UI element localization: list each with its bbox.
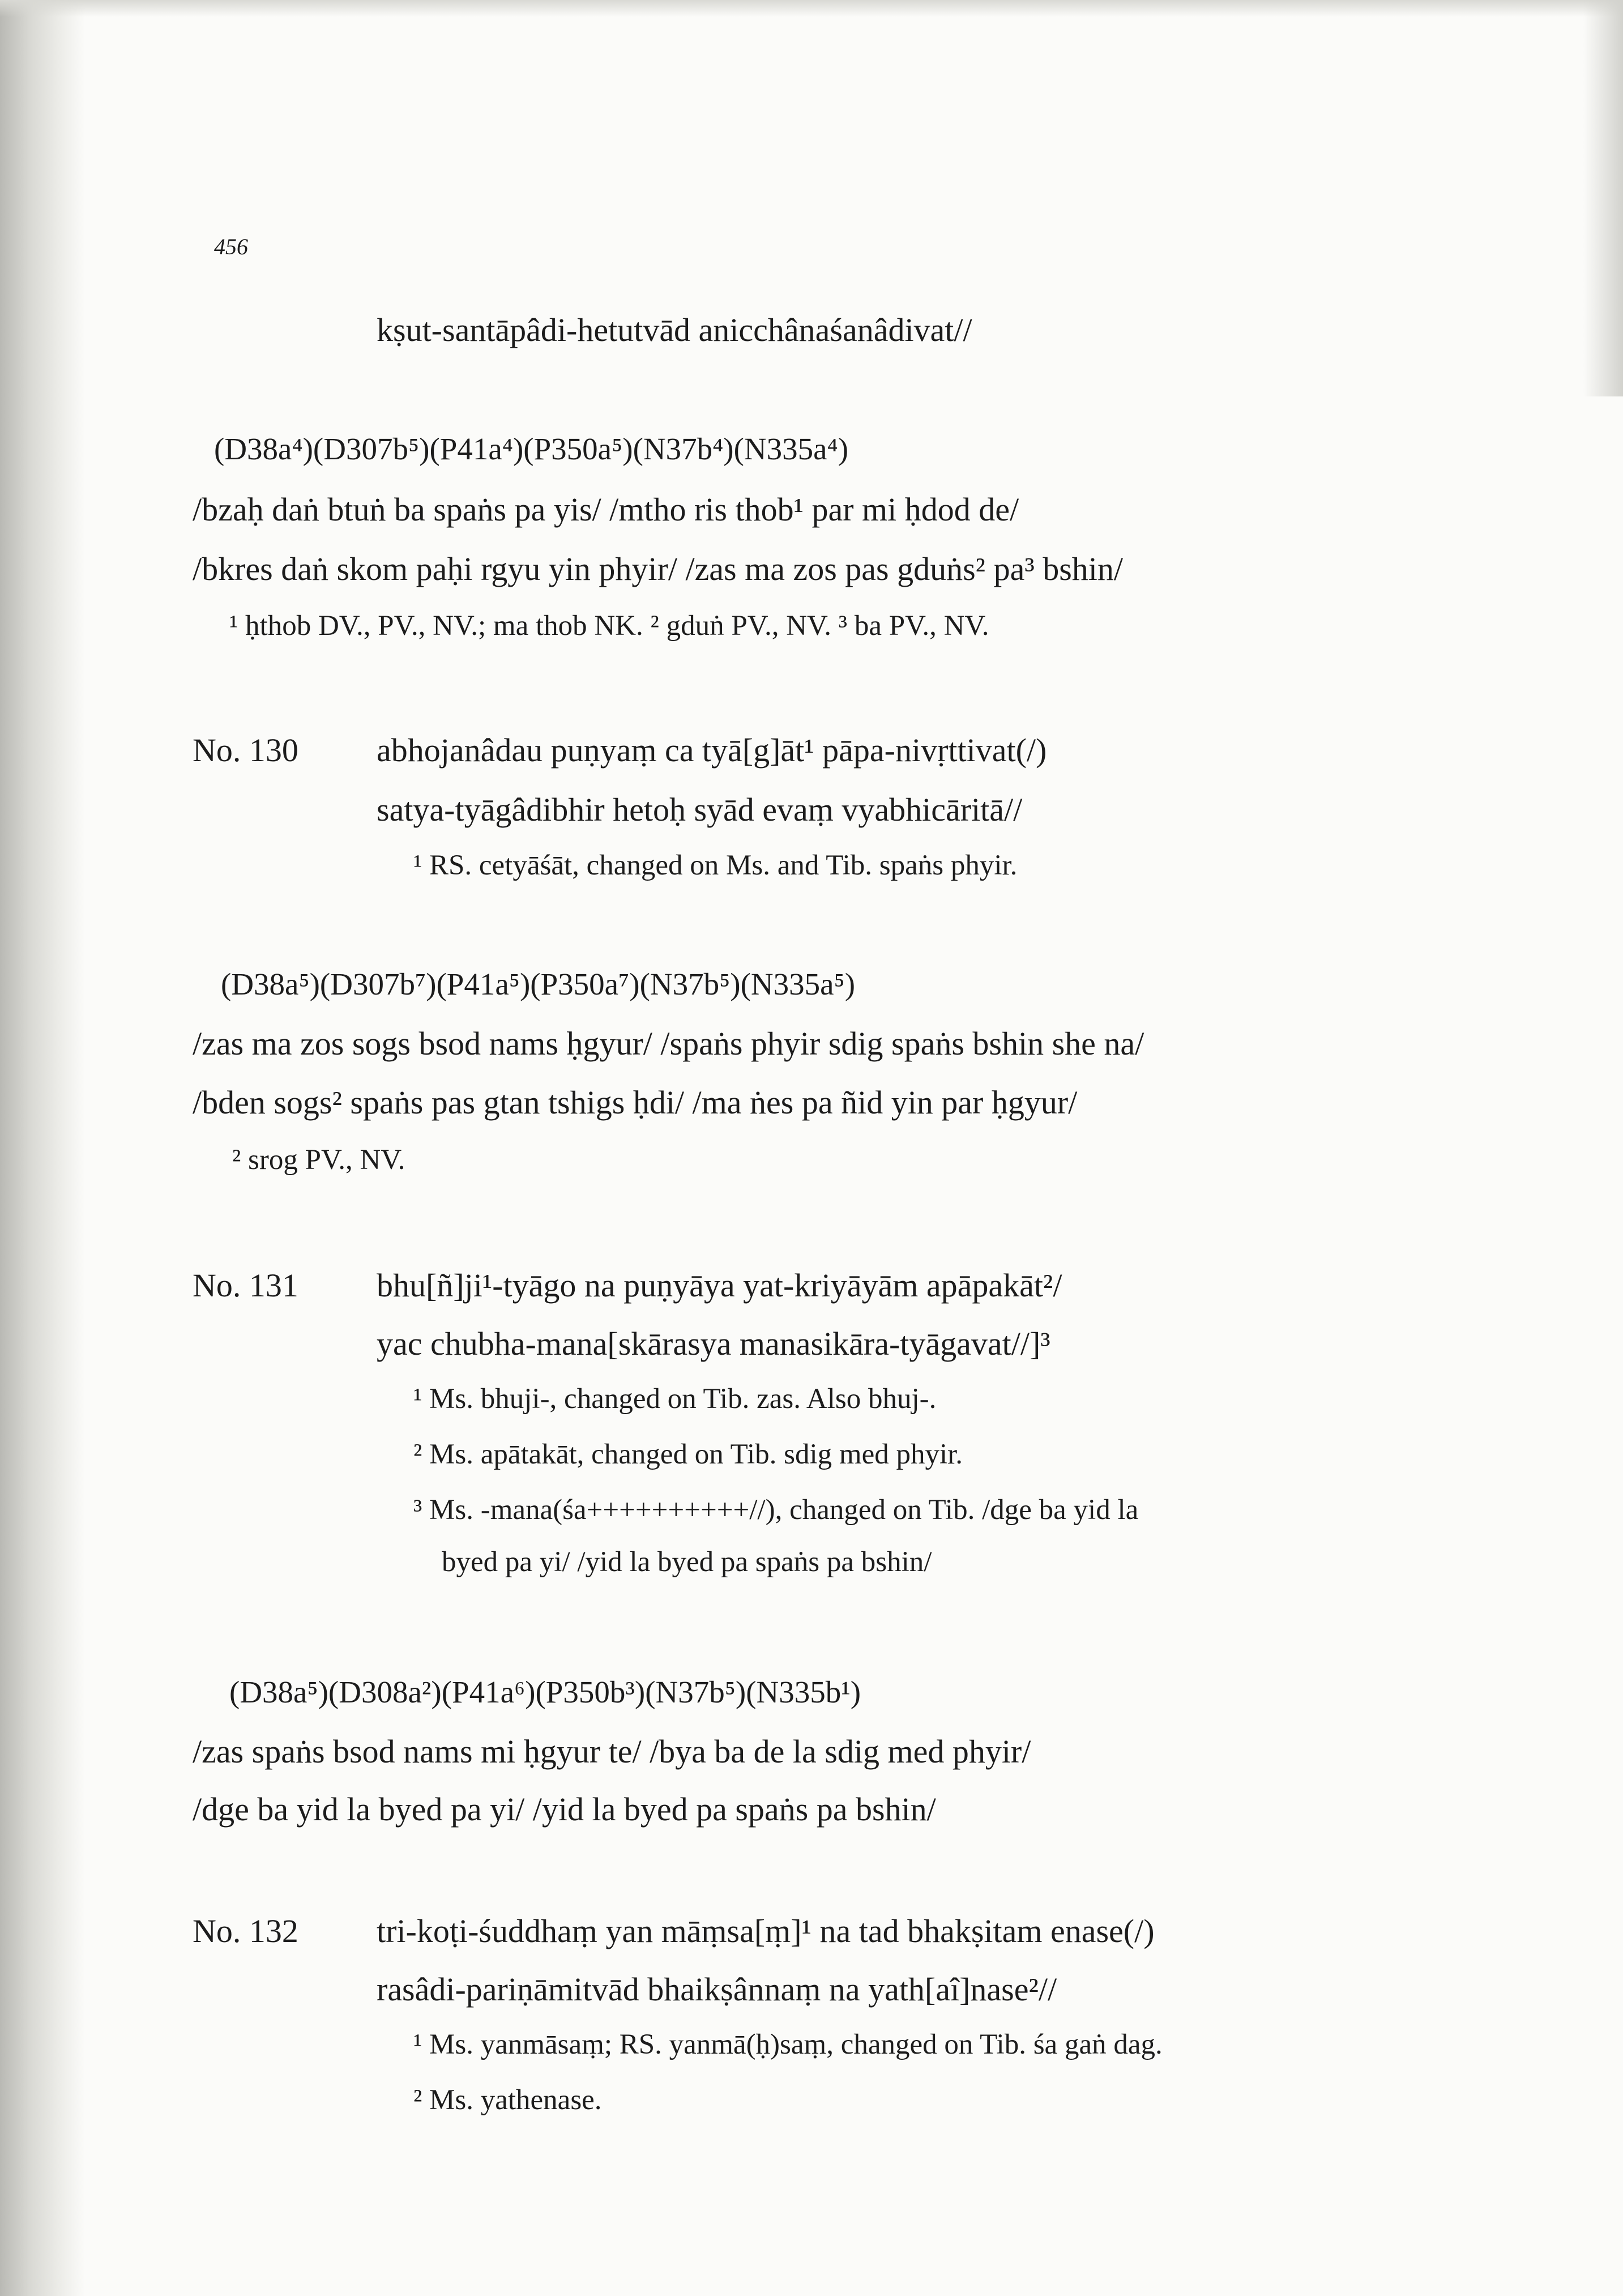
page-number: 456 xyxy=(214,234,248,259)
verse-130-line-1: abhojanâdau puṇyaṃ ca tyā[g]āt¹ pāpa-nivṛttivat(/) xyxy=(377,732,1047,769)
tib-131-line-1: /zas spaṅs bsod nams mi ḥgyur te/ /bya ba de la sdig med phyir/ xyxy=(193,1733,1031,1770)
verse-130-number: No. 130 xyxy=(193,732,298,769)
verse-131-footnote-3: ³ Ms. -mana(śa++++++++++//), changed on Tib. /dge ba yid la xyxy=(413,1494,1139,1526)
tib-129-refs: (D38a⁴)(D307b⁵)(P41a⁴)(P350a⁵)(N37b⁴)(N335a⁴) xyxy=(214,432,849,466)
scan-shadow-top xyxy=(0,0,1623,17)
tib-130-line-1: /zas ma zos sogs bsod nams ḥgyur/ /spaṅs phyir sdig spaṅs bshin she na/ xyxy=(193,1025,1144,1062)
tib-130-refs: (D38a⁵)(D307b⁷)(P41a⁵)(P350a⁷)(N37b⁵)(N335a⁵) xyxy=(221,967,856,1001)
tib-130-footnote: ² srog PV., NV. xyxy=(232,1144,405,1176)
tib-131-refs: (D38a⁵)(D308a²)(P41a⁶)(P350b³)(N37b⁵)(N335b¹) xyxy=(229,1675,861,1709)
verse-130-line-2: satya-tyāgâdibhir hetoḥ syād evaṃ vyabhicāritā// xyxy=(377,791,1023,828)
verse-131-number: No. 131 xyxy=(193,1267,298,1304)
verse-131-line-2: yac chubha-mana[skārasya manasikāra-tyāgavat//]³ xyxy=(377,1325,1050,1362)
verse-132-footnote-1: ¹ Ms. yanmāsaṃ; RS. yanmā(ḥ)saṃ, changed on Tib. śa gaṅ dag. xyxy=(413,2029,1163,2060)
verse-132-line-1: tri-koṭi-śuddhaṃ yan māṃsa[ṃ]¹ na tad bhakṣitam enase(/) xyxy=(377,1913,1155,1949)
verse-131-line-1: bhu[ñ]ji¹-tyāgo na puṇyāya yat-kriyāyām apāpakāt²/ xyxy=(377,1267,1062,1304)
verse-131-footnote-1: ¹ Ms. bhuji-, changed on Tib. zas. Also bhuj-. xyxy=(413,1383,937,1415)
verse-129-end: kṣut-santāpâdi-hetutvād anicchânaśanâdivat// xyxy=(377,311,972,348)
tib-130-line-2: /bden sogs² spaṅs pas gtan tshigs ḥdi/ /ma ṅes pa ñid yin par ḥgyur/ xyxy=(193,1084,1078,1121)
tib-129-footnote: ¹ ḥthob DV., PV., NV.; ma thob NK. ² gduṅ PV., NV. ³ ba PV., NV. xyxy=(229,610,989,642)
verse-132-line-2: rasâdi-pariṇāmitvād bhaikṣânnaṃ na yath[aî]nase²// xyxy=(377,1971,1057,2008)
scan-shadow-right xyxy=(1583,0,1623,396)
verse-132-number: No. 132 xyxy=(193,1913,298,1949)
verse-132-footnote-2: ² Ms. yathenase. xyxy=(413,2084,602,2116)
tib-129-line-1: /bzaḥ daṅ btuṅ ba spaṅs pa yis/ /mtho ris thob¹ par mi ḥdod de/ xyxy=(193,491,1019,528)
verse-131-footnote-2: ² Ms. apātakāt, changed on Tib. sdig med phyir. xyxy=(413,1439,963,1470)
tib-129-line-2: /bkres daṅ skom paḥi rgyu yin phyir/ /zas ma zos pas gduṅs² pa³ bshin/ xyxy=(193,550,1124,587)
scan-shadow-left xyxy=(0,0,85,2296)
verse-130-footnote-1: ¹ RS. cetyāśāt, changed on Ms. and Tib. spaṅs phyir. xyxy=(413,850,1018,881)
tib-131-line-2: /dge ba yid la byed pa yi/ /yid la byed pa spaṅs pa bshin/ xyxy=(193,1791,936,1828)
verse-131-footnote-3-cont: byed pa yi/ /yid la byed pa spaṅs pa bshin/ xyxy=(442,1546,932,1578)
